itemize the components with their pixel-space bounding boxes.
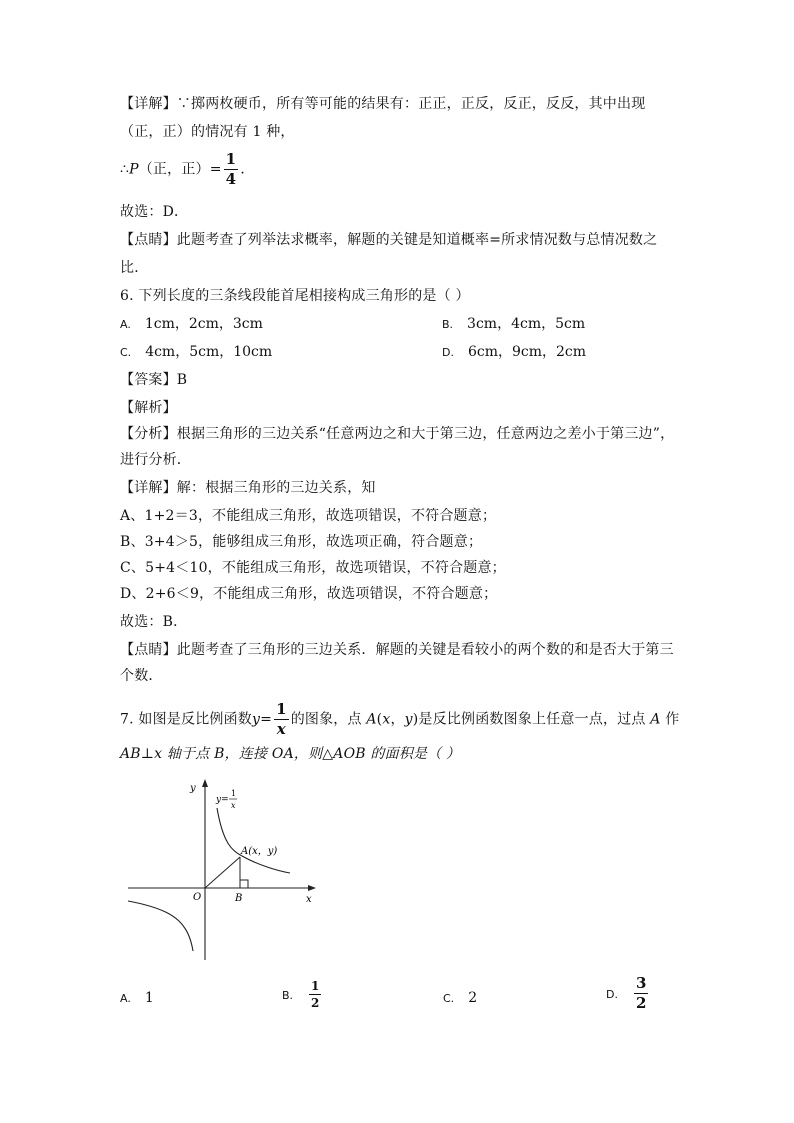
q6-item-a: A、1+2＝3，不能组成三角形，故选项错误，不符合题意； [120, 508, 497, 524]
q6-option-a: A. 1cm，2cm，3cm [120, 316, 263, 332]
segment-oa [205, 857, 240, 888]
q6-fenxi-line-1: 【分析】根据三角形的三边关系“任意两边之和大于第三边，任意两边之差小于第三边”， [120, 426, 675, 442]
fraction-one-half: $\frac{1}{2}$ [311, 979, 320, 1010]
q6-stem: 6. 下列长度的三条线段能首尾相接构成三角形的是（ ） [120, 288, 470, 304]
q7-stem-line-2: AB⊥x 轴于点 B，连接 OA，则△AOB 的面积是（ ） [120, 746, 461, 762]
q6-answer: 【答案】B [120, 372, 188, 388]
detail-line-2: （正，正）的情况有 1 种， [120, 124, 295, 140]
q7-option-a: A. 1 [120, 990, 154, 1006]
q6-dianjing-line-1: 【点睛】此题考查了三角形的三边关系．解题的关键是看较小的两个数的和是否大于第三 [120, 642, 674, 658]
q6-choose: 故选：B． [120, 614, 188, 630]
q6-detail-heading: 【详解】解：根据三角形的三边关系，知 [120, 480, 376, 496]
right-angle-mark [240, 880, 248, 888]
q6-dianjing-line-2: 个数． [120, 668, 163, 684]
x-axis-arrow [308, 885, 316, 891]
function-label-num: 1 [231, 789, 237, 798]
curve-branch-first-quadrant [217, 808, 290, 873]
q6-item-c: C、5+4＜10，不能组成三角形，故选项错误，不符合题意； [120, 560, 506, 576]
q7-stem-line-1: 7. 如图是反比例函数y= $\frac{1}{x}$ 的图象，点 A(x，y)是反比例函数图象上任意一点，过点 A 作 [120, 700, 680, 738]
fraction-three-halves: $\frac{3}{2}$ [635, 974, 647, 1012]
origin-label: O [193, 892, 202, 903]
q6-option-b: B. 3cm，4cm，5cm [442, 316, 586, 332]
curve-branch-third-quadrant [128, 901, 193, 951]
probability-line: ∴P（正，正）= $\frac{1}{4}$ ． [120, 150, 255, 188]
q6-fenxi-line-2: 进行分析． [120, 452, 191, 468]
point-b-label: B [235, 893, 243, 904]
q6-item-b: B、3+4＞5，能够组成三角形，故选项正确，符合题意； [120, 534, 483, 550]
y-axis-label: y [190, 783, 196, 794]
q6-option-c: C. 4cm，5cm，10cm [120, 344, 273, 360]
q6-item-d: D、2+6＜9，不能组成三角形，故选项错误，不符合题意； [120, 586, 498, 602]
q6-option-d: D. 6cm，9cm，2cm [442, 344, 587, 360]
point-a-label: A(x，y) [241, 846, 278, 857]
reciprocal-function-figure [120, 775, 330, 970]
detail-line-1: 【详解】∵掷两枚硬币，所有等可能的结果有：正正，正反，反正，反反，其中出现 [120, 96, 646, 112]
fraction-one-over-x: $\frac{1}{x}$ [276, 700, 287, 738]
dianjing-line-2: 比． [120, 260, 149, 276]
q6-analysis-heading: 【解析】 [120, 400, 177, 416]
y-axis-arrow [202, 779, 208, 787]
q7-option-c: C. 2 [443, 990, 478, 1006]
dianjing-line-1: 【点睛】此题考查了列举法求概率，解题的关键是知道概率=所求情况数与总情况数之 [120, 232, 658, 248]
q7-option-d: D. $\frac{3}{2}$ [606, 974, 647, 1012]
fraction-one-quarter: $\frac{1}{4}$ [225, 150, 237, 188]
x-axis-label: x [306, 894, 312, 905]
function-label-y: y= [216, 795, 229, 805]
choose-d-line: 故选：D． [120, 204, 189, 220]
q7-option-b: B. $\frac{1}{2}$ [282, 979, 320, 1010]
function-label-den: x [231, 801, 236, 810]
